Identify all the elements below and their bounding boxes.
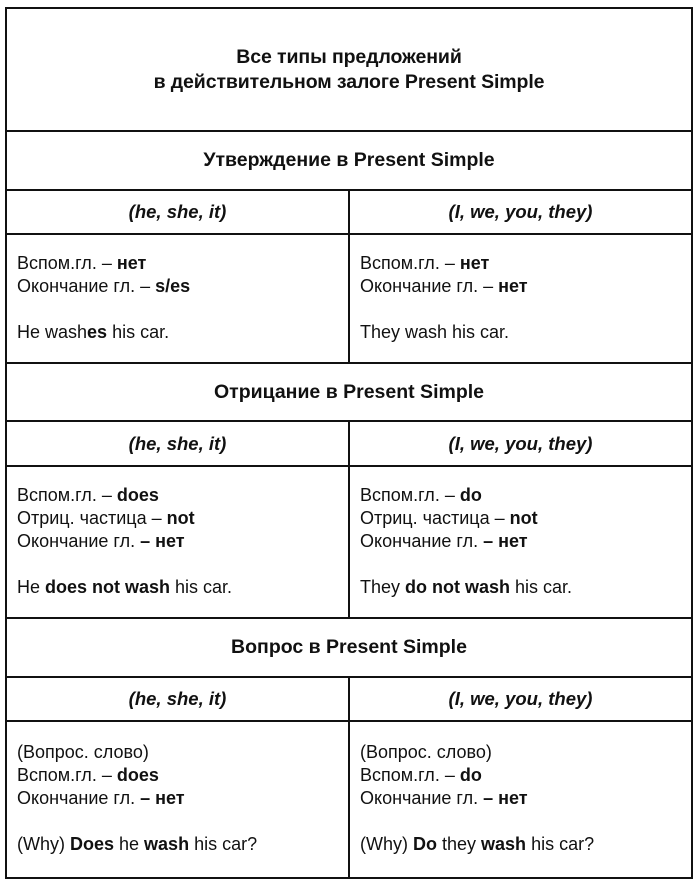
example-sentence — [17, 833, 348, 856]
example-sentence — [360, 321, 691, 344]
content-cell — [7, 467, 350, 617]
rule-line — [17, 787, 348, 810]
rule-value: нет — [116, 253, 147, 273]
spacer — [360, 810, 691, 833]
rule-line — [17, 741, 348, 764]
spacer — [17, 553, 348, 576]
rule-line — [360, 484, 691, 507]
title-line-1: Все типы предложений — [236, 45, 462, 68]
section-heading-text: Утверждение в Present Simple — [203, 149, 495, 171]
example-text: his car? — [526, 834, 595, 854]
spacer — [17, 810, 348, 833]
rule-value: does — [116, 765, 159, 785]
rule-label: Окончание гл. — [17, 531, 141, 551]
content-cell — [350, 467, 691, 617]
rule-line — [17, 275, 348, 298]
example-text: his car. — [107, 322, 170, 342]
content-row-affirmative — [7, 233, 691, 362]
rule-line — [360, 530, 691, 553]
example-highlight: Do — [413, 834, 437, 854]
example-text: his car. — [510, 577, 573, 597]
pronoun-cell-he-she-it: (he, she, it) — [7, 191, 350, 233]
pronoun-cell-he-she-it: (he, she, it) — [7, 422, 350, 465]
example-text: (Why) — [360, 834, 413, 854]
content-cell — [350, 235, 691, 362]
example-highlight: wash — [481, 834, 527, 854]
rule-value: not — [509, 508, 538, 528]
pronoun-cell-i-we-you-they: (I, we, you, they) — [448, 432, 593, 454]
rule-line — [360, 252, 691, 275]
rule-line — [360, 507, 691, 530]
rule-line — [17, 530, 348, 553]
pronoun-cell-i-we-you-they: (I, we, you, they) — [448, 688, 593, 709]
pronoun-cell-i-we-you-they: (I, we, you, they) — [448, 201, 593, 222]
example-text: He — [17, 577, 46, 597]
rule-value: нет — [498, 276, 528, 296]
rule-line — [17, 484, 348, 507]
present-simple-table — [5, 7, 693, 879]
example-highlight: Does — [70, 834, 115, 854]
section-heading-negative — [7, 362, 691, 420]
rule-value: s/es — [155, 276, 191, 296]
rule-value: not — [166, 508, 195, 528]
pronoun-row-question — [7, 676, 691, 720]
rule-label: Вспом.гл. – — [360, 765, 460, 785]
table-title — [7, 9, 691, 130]
example-text: They — [360, 577, 406, 597]
spacer — [17, 298, 348, 321]
rule-label: Отриц. частица – — [360, 508, 510, 528]
example-sentence — [360, 576, 691, 599]
rule-value: do — [459, 765, 482, 785]
rule-value: do — [459, 485, 482, 505]
example-text: his car. — [170, 577, 233, 597]
rule-value: нет — [459, 253, 490, 273]
rule-value: – нет — [483, 531, 528, 551]
title-line-2: в действительном залоге Present Simple — [153, 70, 545, 93]
rule-line — [360, 275, 691, 298]
rule-line — [17, 507, 348, 530]
content-row-question — [7, 720, 691, 877]
section-heading-affirmative — [7, 130, 691, 189]
example-sentence — [360, 833, 691, 856]
example-highlight: es — [87, 322, 108, 342]
rule-label: Окончание гл. — [17, 788, 141, 808]
rule-label: Отриц. частица – — [17, 508, 167, 528]
example-text: He wash — [17, 322, 88, 342]
rule-label: Вспом.гл. – — [17, 765, 117, 785]
section-heading-text: Вопрос в Present Simple — [231, 636, 467, 658]
spacer — [360, 298, 691, 321]
rule-label: (Вопрос. слово) — [360, 742, 492, 762]
pronoun-cell-he-she-it: (he, she, it) — [7, 678, 350, 720]
example-text: they — [437, 834, 482, 854]
rule-line — [360, 741, 691, 764]
rule-line — [17, 252, 348, 275]
example-text: (Why) — [17, 834, 70, 854]
example-sentence — [17, 576, 348, 599]
content-cell — [7, 722, 350, 877]
rule-label: Окончание гл. — [360, 531, 484, 551]
rule-label: (Вопрос. слово) — [17, 742, 149, 762]
rule-value: – нет — [140, 531, 185, 551]
content-cell — [350, 722, 691, 877]
rule-label: Окончание гл. – — [17, 276, 156, 296]
rule-line — [360, 764, 691, 787]
example-text: They wash his car. — [360, 322, 510, 342]
example-highlight: does not wash — [45, 577, 171, 597]
spacer — [360, 553, 691, 576]
section-heading-question — [7, 617, 691, 676]
rule-label: Вспом.гл. – — [360, 253, 460, 273]
rule-label: Вспом.гл. – — [17, 485, 117, 505]
rule-line — [360, 787, 691, 810]
example-text: he — [114, 834, 145, 854]
example-sentence — [17, 321, 348, 344]
rule-label: Вспом.гл. – — [17, 253, 117, 273]
pronoun-row-negative — [7, 420, 691, 465]
rule-label: Окончание гл. – — [360, 276, 499, 296]
rule-label: Окончание гл. — [360, 788, 484, 808]
rule-label: Вспом.гл. – — [360, 485, 460, 505]
example-highlight: do not wash — [405, 577, 511, 597]
content-cell — [7, 235, 350, 362]
content-row-negative — [7, 465, 691, 617]
rule-value: does — [116, 485, 159, 505]
rule-value: – нет — [483, 788, 528, 808]
rule-line — [17, 764, 348, 787]
pronoun-row-affirmative — [7, 189, 691, 233]
section-heading-text: Отрицание в Present Simple — [213, 380, 484, 403]
rule-value: – нет — [140, 788, 185, 808]
example-highlight: wash — [144, 834, 190, 854]
example-text: his car? — [189, 834, 258, 854]
